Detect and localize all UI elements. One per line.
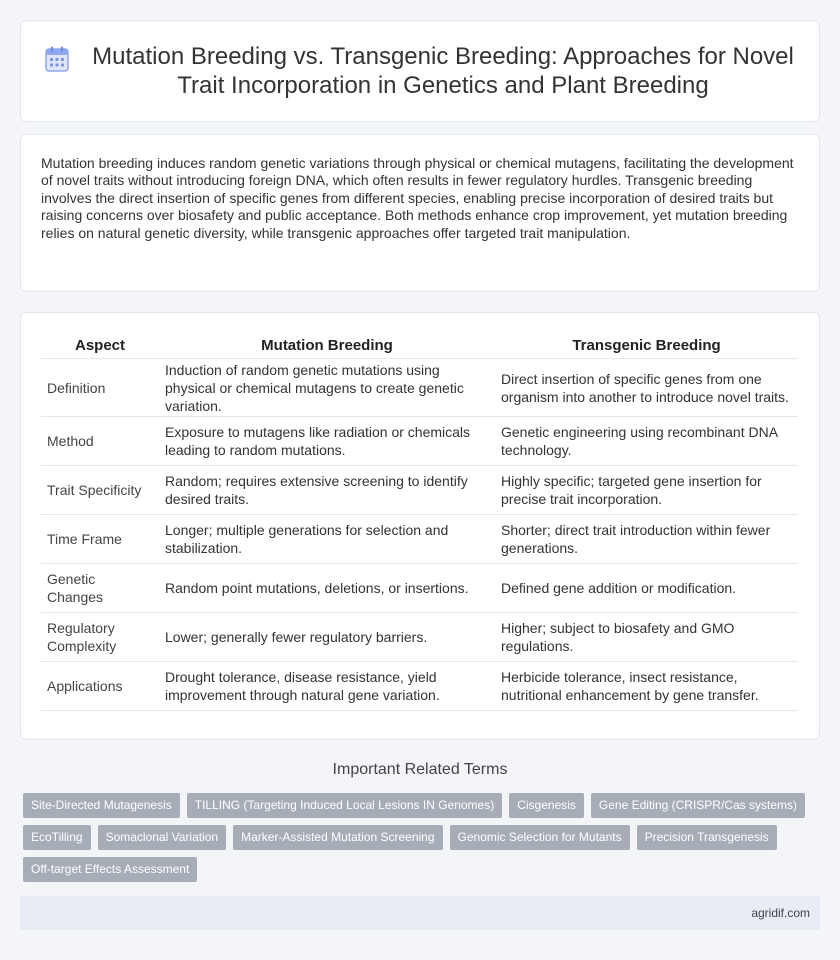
related-term-tag[interactable]: Marker-Assisted Mutation Screening [233, 825, 442, 850]
mutation-cell: Lower; generally fewer regulatory barriers. [159, 613, 495, 662]
transgenic-cell: Shorter; direct trait introduction within fewer generations. [495, 515, 798, 564]
table-row [41, 564, 798, 613]
mutation-cell: Drought tolerance, disease resistance, yield improvement through natural gene variation. [159, 662, 495, 711]
related-term-tag[interactable]: EcoTilling [23, 825, 91, 850]
mutation-cell: Exposure to mutagens like radiation or chemicals leading to random mutations. [159, 417, 495, 466]
aspect-cell: Trait Specificity [41, 466, 159, 515]
related-term-tag[interactable]: TILLING (Targeting Induced Local Lesions IN Genomes) [187, 793, 502, 818]
table-row [41, 613, 798, 662]
aspect-cell: Regulatory Complexity [41, 613, 159, 662]
page-title: Mutation Breeding vs. Transgenic Breeding: Approaches for Novel Trait Incorporation in Genetics and Plant Breeding [92, 43, 794, 99]
transgenic-cell: Herbicide tolerance, insect resistance, nutritional enhancement by gene transfer. [495, 662, 798, 711]
header-mutation-breeding: Mutation Breeding [159, 331, 495, 359]
related-term-tag[interactable]: Off-target Effects Assessment [23, 857, 197, 882]
table-row [41, 515, 798, 564]
comparison-table-card [20, 312, 820, 740]
related-term-tag[interactable]: Gene Editing (CRISPR/Cas systems) [591, 793, 805, 818]
related-term-tag[interactable]: Genomic Selection for Mutants [450, 825, 630, 850]
related-term-tag[interactable]: Cisgenesis [509, 793, 584, 818]
aspect-cell: Time Frame [41, 515, 159, 564]
table-row [41, 466, 798, 515]
table-row [41, 417, 798, 466]
calendar-icon [45, 46, 69, 72]
mutation-cell: Induction of random genetic mutations using physical or chemical mutagens to create genetic variation. [159, 359, 495, 417]
title-card [20, 20, 820, 122]
related-term-tag[interactable]: Somaclonal Variation [98, 825, 227, 850]
related-term-tag[interactable]: Site-Directed Mutagenesis [23, 793, 180, 818]
aspect-cell: Applications [41, 662, 159, 711]
footer [20, 896, 820, 930]
footer-site-link[interactable]: agridif.com [751, 906, 810, 920]
related-term-tag[interactable]: Precision Transgenesis [637, 825, 777, 850]
aspect-cell: Definition [41, 359, 159, 417]
mutation-cell: Random point mutations, deletions, or insertions. [159, 564, 495, 613]
mutation-cell: Longer; multiple generations for selection and stabilization. [159, 515, 495, 564]
transgenic-cell: Direct insertion of specific genes from one organism into another to introduce novel traits. [495, 359, 798, 417]
related-terms-title: Important Related Terms [332, 761, 508, 778]
transgenic-cell: Defined gene addition or modification. [495, 564, 798, 613]
table-row [41, 662, 798, 711]
mutation-cell: Random; requires extensive screening to identify desired traits. [159, 466, 495, 515]
transgenic-cell: Highly specific; targeted gene insertion for precise trait incorporation. [495, 466, 798, 515]
transgenic-cell: Higher; subject to biosafety and GMO regulations. [495, 613, 798, 662]
aspect-cell: Method [41, 417, 159, 466]
related-terms-tags [23, 793, 813, 889]
intro-card [20, 134, 820, 292]
header-aspect: Aspect [41, 331, 159, 359]
intro-paragraph: Mutation breeding induces random genetic variations through physical or chemical mutagens, facilitating the development of novel traits without introducing foreign DNA, which often results in fewer regulatory hurdles. Transgenic breeding involves the direct insertion of specific genes from different species, enabling precise incorporation of desired traits but raising concerns over biosafety and public acceptance. Both methods enhance crop improvement, yet mutation breeding relies on natural genetic diversity, while transgenic approaches offer targeted trait manipulation. [41, 155, 794, 241]
title-wrap [45, 42, 795, 100]
table-header-row [41, 331, 798, 359]
comparison-table [41, 331, 798, 711]
header-transgenic-breeding: Transgenic Breeding [495, 331, 798, 359]
transgenic-cell: Genetic engineering using recombinant DNA technology. [495, 417, 798, 466]
table-row [41, 359, 798, 417]
aspect-cell: Genetic Changes [41, 564, 159, 613]
